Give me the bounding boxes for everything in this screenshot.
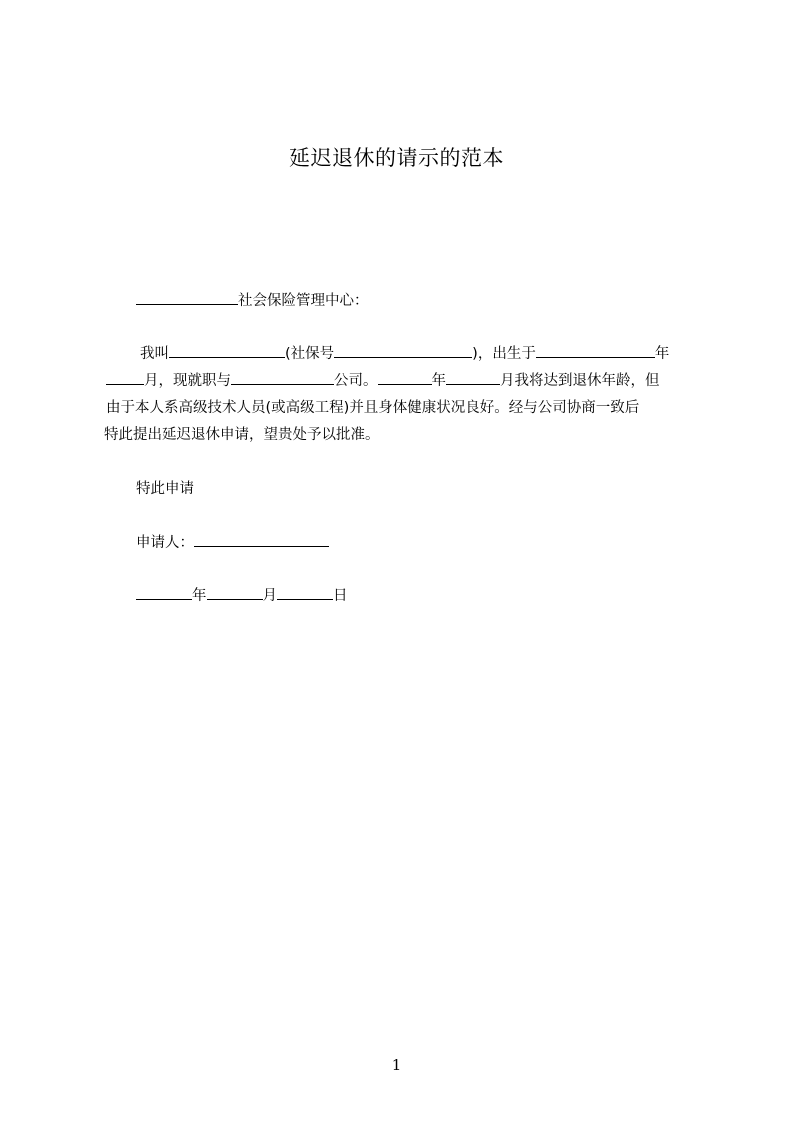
text-fragment: 年 — [654, 346, 670, 362]
name-blank[interactable] — [169, 343, 285, 358]
addressee-suffix: 社会保险管理中心： — [238, 293, 369, 309]
birth-month-blank[interactable] — [106, 370, 144, 385]
addressee-line — [136, 290, 369, 311]
retire-month-blank[interactable] — [446, 370, 500, 385]
date-month-label: 月 — [262, 588, 277, 604]
date-line — [136, 585, 348, 606]
paragraph-line-4: 特此提出延迟退休申请，望贵处予以批准。 — [104, 427, 380, 443]
text-fragment: 公司。 — [334, 373, 378, 389]
text-fragment: 我叫 — [140, 346, 169, 362]
paragraph-line-3: 由于本人系高级技术人员(或高级工程)并且身体健康状况良好。经与公司协商一致后 — [106, 400, 640, 416]
applicant-line — [136, 532, 329, 553]
date-month-blank[interactable] — [207, 585, 263, 600]
document-title: 延迟退休的请示的范本 — [289, 146, 504, 170]
text-fragment: 月，现就职与 — [144, 373, 231, 389]
birth-year-blank[interactable] — [536, 343, 655, 358]
date-day-blank[interactable] — [277, 585, 333, 600]
paragraph-line-2 — [106, 370, 660, 391]
text-fragment: (社保号 — [285, 346, 335, 362]
applicant-blank[interactable] — [194, 532, 329, 547]
company-blank[interactable] — [231, 370, 334, 385]
retire-year-blank[interactable] — [378, 370, 432, 385]
applicant-label: 申请人： — [136, 535, 194, 551]
date-day-label: 日 — [333, 588, 348, 604]
paragraph-line-1 — [140, 343, 669, 364]
closing-text: 特此申请 — [136, 481, 194, 497]
text-fragment: 年 — [431, 373, 446, 389]
date-year-blank[interactable] — [136, 585, 192, 600]
social-security-number-blank[interactable] — [334, 343, 472, 358]
text-fragment: )，出生于 — [472, 346, 536, 362]
page-number: 1 — [391, 1056, 402, 1074]
date-year-label: 年 — [192, 588, 207, 604]
addressee-blank[interactable] — [136, 290, 238, 305]
text-fragment: 月我将达到退休年龄，但 — [500, 373, 660, 389]
